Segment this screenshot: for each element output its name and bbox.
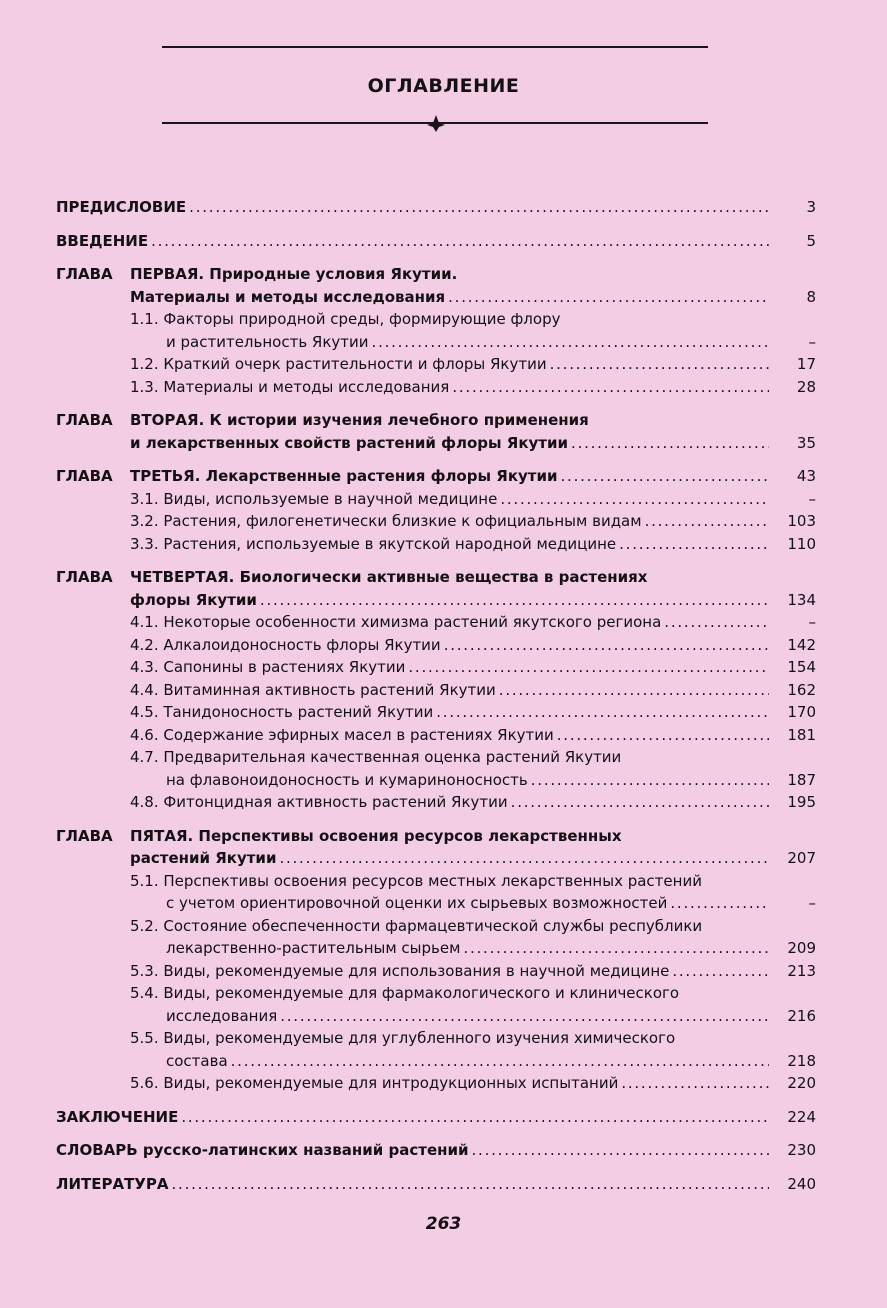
chapter-title-line2: и лекарственных свойств растений флоры Якутии bbox=[130, 433, 569, 452]
top-rule bbox=[162, 46, 708, 48]
section-title: 1.2. Краткий очерк растительности и флоры Якутии bbox=[130, 355, 547, 373]
section-title-line2: исследования bbox=[166, 1006, 278, 1025]
entry-page: 170 bbox=[787, 703, 816, 721]
chapter-title-line2: флоры Якутии bbox=[130, 590, 257, 609]
toc-section-1-1-line1[interactable] bbox=[56, 308, 816, 331]
entry-page: 134 bbox=[787, 590, 816, 609]
entry-page: – bbox=[808, 894, 816, 912]
entry-title-rest: русско-латинских названий растений bbox=[137, 1141, 469, 1159]
section-title: 4.8. Фитонцидная активность растений Якутии bbox=[130, 793, 508, 811]
toc-section-5-2[interactable] bbox=[56, 937, 816, 960]
toc-section-1-1[interactable] bbox=[56, 331, 816, 354]
chapter-label: ГЛАВА bbox=[56, 467, 113, 485]
entry-page: 240 bbox=[787, 1174, 816, 1193]
toc-section-5-3[interactable] bbox=[56, 960, 816, 983]
section-title: 4.4. Витаминная активность растений Якутии bbox=[130, 680, 496, 699]
section-title-line2: и растительность Якутии bbox=[166, 332, 369, 351]
section-title-line2: лекарственно-растительным сырьем bbox=[166, 939, 461, 957]
toc-entry-intro[interactable] bbox=[56, 230, 816, 253]
toc-section-5-1[interactable] bbox=[56, 892, 816, 915]
fleuron-ornament-icon bbox=[425, 113, 447, 133]
chapter-title-line1: ЧЕТВЕРТАЯ. Биологически активные вещества в растениях bbox=[130, 568, 648, 586]
page-number: 263 bbox=[425, 1214, 462, 1234]
toc-chapter-1[interactable] bbox=[56, 286, 816, 309]
toc-section-4-8[interactable] bbox=[56, 791, 816, 814]
chapter-label: ГЛАВА bbox=[56, 265, 113, 283]
entry-page: 187 bbox=[787, 770, 816, 789]
entry-page: 5 bbox=[806, 231, 816, 250]
toc-chapter-4-heading[interactable] bbox=[56, 566, 816, 589]
entry-title: ВВЕДЕНИЕ bbox=[56, 231, 149, 250]
toc-section-4-3[interactable] bbox=[56, 656, 816, 679]
toc-chapter-2[interactable] bbox=[56, 432, 816, 455]
entry-page: 3 bbox=[806, 198, 816, 216]
entry-page: 224 bbox=[787, 1107, 816, 1126]
section-title: 4.5. Танидоносность растений Якутии bbox=[130, 703, 434, 721]
entry-page: 110 bbox=[787, 534, 816, 553]
section-title: 3.1. Виды, используемые в научной медицине bbox=[130, 489, 498, 508]
entry-page: 162 bbox=[787, 680, 816, 699]
toc-section-3-3[interactable] bbox=[56, 533, 816, 556]
chapter-title-line2: Материалы и методы исследования bbox=[130, 287, 446, 306]
toc-entry-dictionary[interactable] bbox=[56, 1139, 816, 1162]
page-title: ОГЛАВЛЕНИЕ bbox=[367, 75, 520, 97]
toc-entry-conclusion[interactable] bbox=[56, 1106, 816, 1129]
entry-page: 213 bbox=[787, 961, 816, 980]
toc-entry-literature[interactable] bbox=[56, 1173, 816, 1196]
toc-section-3-2[interactable] bbox=[56, 510, 816, 533]
entry-page: 195 bbox=[787, 793, 816, 811]
toc-section-4-2[interactable] bbox=[56, 634, 816, 657]
toc-chapter-4[interactable] bbox=[56, 589, 816, 612]
section-title-line1: 1.1. Факторы природной среды, формирующие флору bbox=[130, 310, 561, 328]
entry-page: 218 bbox=[787, 1051, 816, 1070]
entry-page: 35 bbox=[796, 433, 816, 452]
section-title-line2: с учетом ориентировочной оценки их сырьевых возможностей bbox=[166, 894, 668, 912]
section-title-line1: 5.5. Виды, рекомендуемые для углубленного изучения химического bbox=[130, 1029, 676, 1047]
toc-section-3-1[interactable] bbox=[56, 488, 816, 511]
toc-section-4-5[interactable] bbox=[56, 701, 816, 724]
toc-section-1-3[interactable] bbox=[56, 376, 816, 399]
chapter-title-line2: растений Якутии bbox=[130, 849, 277, 867]
entry-title-bold: СЛОВАРЬ bbox=[56, 1141, 138, 1159]
entry-page: 209 bbox=[787, 939, 816, 957]
toc-section-5-5-line1[interactable] bbox=[56, 1027, 816, 1050]
entry-page: – bbox=[808, 613, 816, 631]
entry-page: 154 bbox=[787, 658, 816, 676]
entry-page: 181 bbox=[787, 725, 816, 744]
section-title-line1: 5.4. Виды, рекомендуемые для фармакологического и клинического bbox=[130, 984, 680, 1002]
entry-page: 17 bbox=[796, 355, 816, 373]
section-title: 5.3. Виды, рекомендуемые для использования в научной медицине bbox=[130, 961, 670, 980]
toc-section-5-4[interactable] bbox=[56, 1005, 816, 1028]
toc-chapter-1-heading[interactable] bbox=[56, 263, 816, 286]
section-title-line2: на флавоноидоносность и кумариноносность bbox=[166, 770, 528, 789]
entry-page: 103 bbox=[787, 512, 816, 530]
toc-section-4-4[interactable] bbox=[56, 679, 816, 702]
toc-chapter-3[interactable] bbox=[56, 465, 816, 488]
toc-chapter-2-heading[interactable] bbox=[56, 409, 816, 432]
entry-page: 220 bbox=[787, 1074, 816, 1092]
section-title: 3.2. Растения, филогенетически близкие к официальным видам bbox=[130, 512, 642, 530]
toc-section-5-5[interactable] bbox=[56, 1050, 816, 1073]
table-of-contents bbox=[56, 196, 816, 1195]
entry-page: – bbox=[808, 489, 816, 508]
toc-entry-preface[interactable] bbox=[56, 196, 816, 219]
toc-section-4-7-line1[interactable] bbox=[56, 746, 816, 769]
toc-chapter-5[interactable] bbox=[56, 847, 816, 870]
toc-section-5-1-line1[interactable] bbox=[56, 870, 816, 893]
toc-section-5-4-line1[interactable] bbox=[56, 982, 816, 1005]
entry-page: 43 bbox=[796, 467, 816, 485]
entry-page: 207 bbox=[787, 849, 816, 867]
entry-page: – bbox=[808, 332, 816, 351]
chapter-title-line1: ВТОРАЯ. К истории изучения лечебного применения bbox=[130, 411, 589, 429]
chapter-label: ГЛАВА bbox=[56, 568, 113, 586]
toc-section-4-6[interactable] bbox=[56, 724, 816, 747]
section-title: 4.3. Сапонины в растениях Якутии bbox=[130, 658, 406, 676]
section-title: 1.3. Материалы и методы исследования bbox=[130, 377, 450, 396]
section-title: 5.6. Виды, рекомендуемые для интродукционных испытаний bbox=[130, 1074, 619, 1092]
toc-section-4-1[interactable] bbox=[56, 611, 816, 634]
entry-title: ПРЕДИСЛОВИЕ bbox=[56, 198, 187, 216]
toc-section-5-6[interactable] bbox=[56, 1072, 816, 1095]
entry-title: ЛИТЕРАТУРА bbox=[56, 1174, 169, 1193]
chapter-title-line1: ПЯТАЯ. Перспективы освоения ресурсов лекарственных bbox=[130, 826, 622, 845]
entry-page: 142 bbox=[787, 635, 816, 654]
section-title-line1: 5.1. Перспективы освоения ресурсов местных лекарственных растений bbox=[130, 871, 702, 890]
entry-page: 216 bbox=[787, 1006, 816, 1025]
chapter-title: ТРЕТЬЯ. Лекарственные растения флоры Якутии bbox=[130, 467, 558, 485]
section-title: 3.3. Растения, используемые в якутской народной медицине bbox=[130, 534, 617, 553]
toc-section-1-2[interactable] bbox=[56, 353, 816, 376]
toc-section-5-2-line1[interactable] bbox=[56, 915, 816, 938]
entry-page: 8 bbox=[806, 287, 816, 306]
chapter-label: ГЛАВА bbox=[56, 411, 113, 429]
toc-chapter-5-heading[interactable] bbox=[56, 825, 816, 848]
entry-title: ЗАКЛЮЧЕНИЕ bbox=[56, 1107, 179, 1126]
chapter-title-line1: ПЕРВАЯ. Природные условия Якутии. bbox=[130, 265, 458, 283]
section-title-line2: состава bbox=[166, 1051, 228, 1070]
entry-page: 28 bbox=[796, 377, 816, 396]
section-title-line1: 5.2. Состояние обеспеченности фармацевтической службы республики bbox=[130, 916, 703, 935]
section-title-line1: 4.7. Предварительная качественная оценка растений Якутии bbox=[130, 748, 622, 766]
entry-page: 230 bbox=[787, 1141, 816, 1159]
section-title: 4.2. Алкалоидоносность флоры Якутии bbox=[130, 635, 441, 654]
section-title: 4.1. Некоторые особенности химизма растений якутского региона bbox=[130, 613, 662, 631]
chapter-label: ГЛАВА bbox=[56, 826, 113, 845]
toc-section-4-7[interactable] bbox=[56, 769, 816, 792]
section-title: 4.6. Содержание эфирных масел в растениях Якутии bbox=[130, 725, 554, 744]
